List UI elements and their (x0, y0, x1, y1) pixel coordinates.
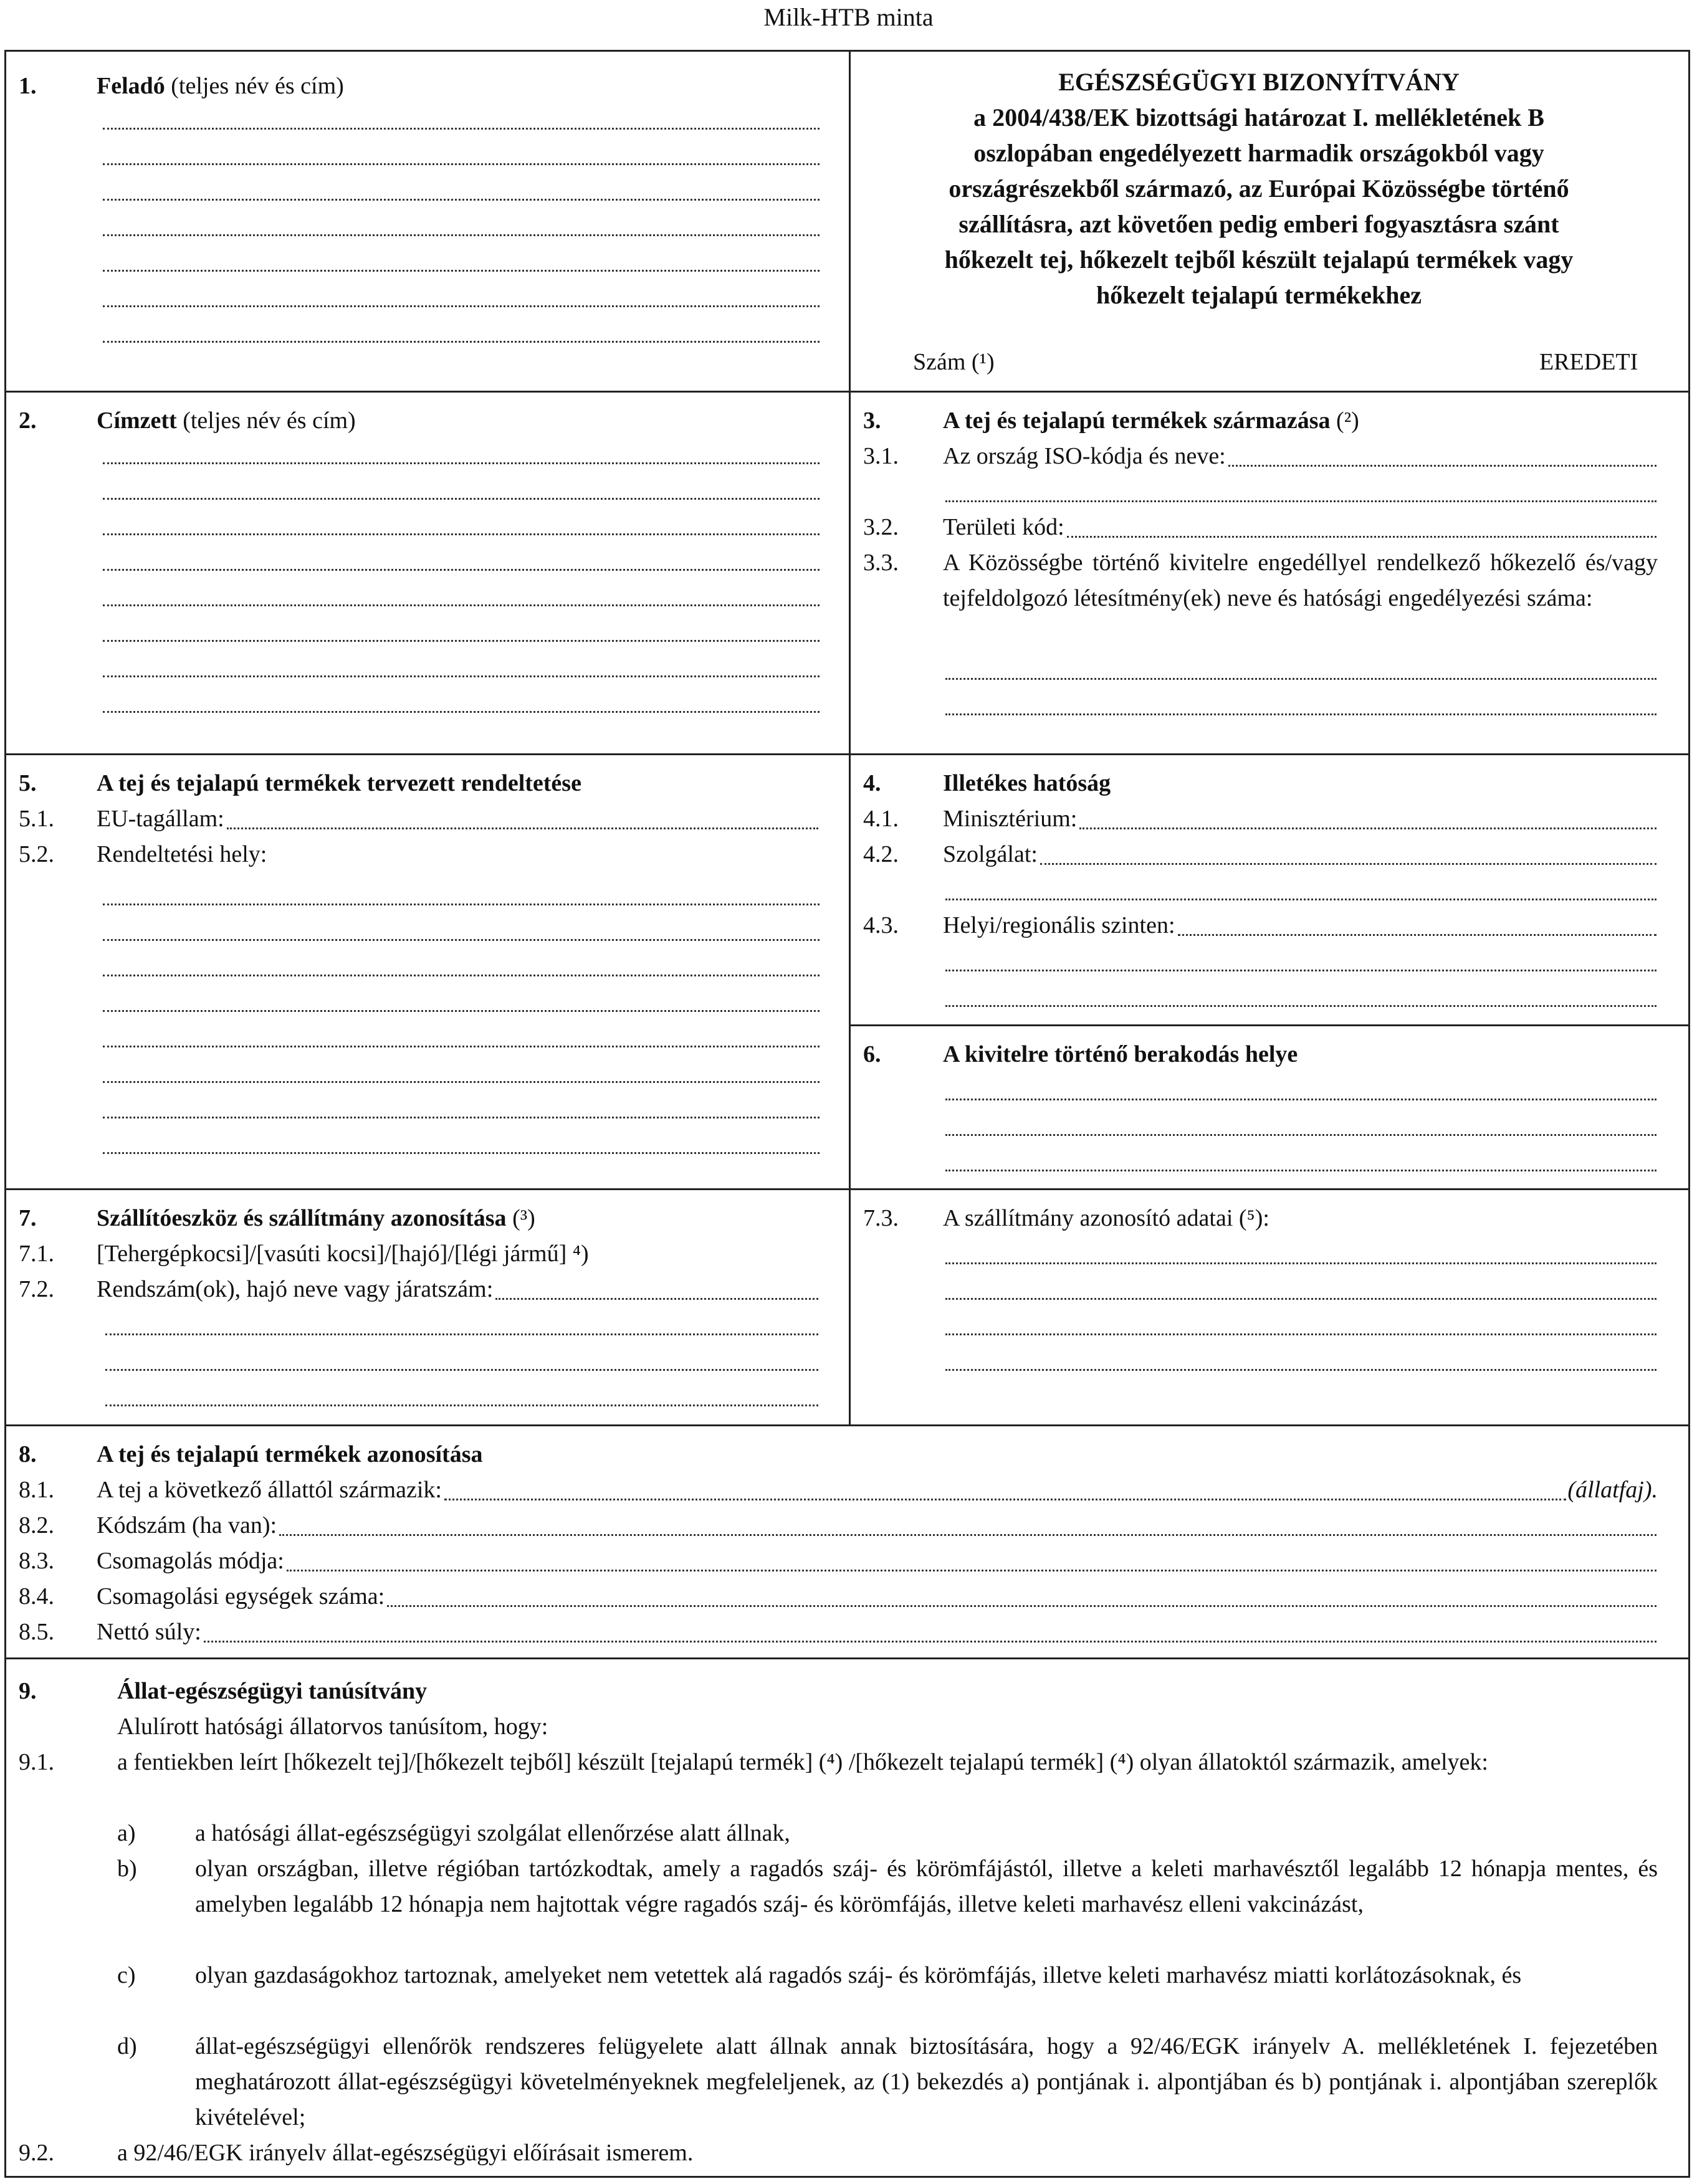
attestation-d: állat-egészségügyi ellenőrök rendszeres felügyelete alatt állnak annak biztosítására, hogy a 92/46/EGK irányelv A. mellékletének I. fejezetében meghatározott állat-egészségügyi követelményeknek megfeleljenek, az (1) bekezdés a) pontjának i. alpontjában és b) pontjának i. alpontjában szereplők kivételével; (195, 2033, 1658, 2130)
attestation-9-1: a fentiekben leírt [hőkezelt tej]/[hőkezelt tejből] készült [tejalapú termék] (⁴) /[hőkezelt tejalapú termék] (⁴) olyan állatoktól származik, amelyek: (117, 1749, 1488, 1775)
establishment-field[interactable] (945, 678, 1656, 680)
title-line: a 2004/438/EK bizottsági határozat I. mellékletének B (973, 103, 1544, 131)
item-number: 4.2. (863, 841, 899, 867)
section-number: 5. (19, 770, 37, 796)
service-label: Szolgálat: (943, 841, 1038, 867)
animal-species-suffix: (állatfaj). (1567, 1477, 1658, 1503)
section-title: A tej és tejalapú termékek származása (943, 408, 1331, 434)
fill-line[interactable] (945, 713, 1656, 715)
fill-line[interactable] (103, 305, 820, 307)
fill-line[interactable] (103, 1152, 820, 1154)
divider (4, 1188, 1690, 1190)
origin-country-label: Az ország ISO-kódja és neve: (943, 443, 1226, 469)
section-title: Feladó (97, 73, 165, 99)
item-number: 5.2. (19, 841, 54, 867)
item-letter: d) (117, 2033, 137, 2059)
registration-field[interactable] (495, 1298, 818, 1300)
item-number: 8.4. (19, 1583, 54, 1609)
attestation-b: olyan országban, illetve régióban tartózkodtak, amely a ragadós száj- és körömfájástól, illetve a keleti marhavésztől legalább 12 hónapja mentes, és amelyben legalább 12 hónapja nem hajtottak végre ragadós száj- és körömfájás, illetve keleti marhavész elleni vakcinázást, (195, 1856, 1658, 1917)
item-number: 8.3. (19, 1548, 54, 1574)
divider (849, 1024, 1690, 1026)
fill-line[interactable] (103, 533, 820, 535)
fill-line[interactable] (103, 1010, 820, 1012)
attestation-9-2: a 92/46/EGK irányelv állat-egészségügyi előírásait ismerem. (117, 2140, 694, 2166)
packaging-type-label: Csomagolás módja: (97, 1548, 284, 1574)
code-number-label: Kódszám (ha van): (97, 1512, 277, 1538)
local-level-label: Helyi/regionális szinten: (943, 912, 1175, 938)
title-line: oszlopában engedélyezett harmadik országokból vagy (973, 139, 1544, 167)
item-number: 9.1. (19, 1749, 54, 1775)
column-divider (849, 50, 851, 1424)
item-number: 8.2. (19, 1512, 54, 1538)
fill-line[interactable] (103, 975, 820, 976)
section-subtitle: (teljes név és cím) (183, 408, 356, 434)
box-competent-authority (863, 766, 1658, 1014)
member-state-label: EU-tagállam: (97, 806, 224, 832)
item-number: 8.5. (19, 1619, 54, 1645)
section-title: Illetékes hatóság (943, 770, 1111, 796)
fill-line[interactable] (103, 1046, 820, 1047)
attestation-a: a hatósági állat-egészségügyi szolgálat ellenőrzése alatt állnak, (195, 1820, 790, 1846)
box-origin (863, 403, 1658, 723)
destination-place-field[interactable] (103, 904, 820, 905)
consignment-id-label: A szállítmány azonosító adatai (⁵): (943, 1205, 1269, 1231)
item-number: 3.2. (863, 514, 899, 540)
attestation-c: olyan gazdaságokhoz tartoznak, amelyeket nem vetettek alá ragadós száj- és körömfájás, illetve keleti marhavész miatti korlátozásoknak, és (195, 1962, 1522, 1988)
section-number: 9. (19, 1678, 37, 1704)
divider (4, 391, 1690, 393)
service-field[interactable] (1040, 863, 1656, 865)
region-code-field[interactable] (1067, 536, 1656, 538)
title-line: szállításra, azt követően pedig emberi fogyasztásra szánt (958, 210, 1559, 238)
fill-line[interactable] (103, 939, 820, 941)
fill-line[interactable] (103, 498, 820, 500)
fill-line[interactable] (103, 1081, 820, 1083)
fill-line[interactable] (103, 604, 820, 606)
fill-line[interactable] (945, 1369, 1656, 1371)
ministry-label: Minisztérium: (943, 806, 1078, 832)
title-line: hőkezelt tej, hőkezelt tejből készült tejalapú termékek vagy (944, 246, 1574, 274)
title-line: EGÉSZSÉGÜGYI BIZONYÍTVÁNY (1058, 68, 1460, 96)
section-number: 7. (19, 1205, 37, 1231)
net-weight-label: Nettó súly: (97, 1619, 201, 1645)
box-consignee (19, 403, 829, 439)
fill-line[interactable] (103, 341, 820, 343)
item-letter: b) (117, 1856, 137, 1882)
section-subtitle: (teljes név és cím) (171, 73, 344, 99)
loading-place-field[interactable] (945, 1099, 1656, 1100)
box-consignment-id (863, 1201, 1658, 1378)
establishment-label: A Közösségbe történő kivitelre engedéllyel rendelkező hőkezelő és/vagy tejfeldolgozó létesítmény(ek) neve és hatósági engedélyezési száma: (943, 550, 1658, 611)
fill-line[interactable] (103, 1117, 820, 1118)
fill-line[interactable] (945, 1333, 1656, 1335)
fill-line[interactable] (103, 199, 820, 201)
section-title: A kivitelre történő berakodás helye (943, 1041, 1298, 1067)
package-count-label: Csomagolási egységek száma: (97, 1583, 385, 1609)
origin-country-field[interactable] (1228, 465, 1656, 467)
transport-type-options[interactable]: [Tehergépkocsi]/[vasúti kocsi]/[hajó]/[légi jármű] ⁴) (97, 1241, 589, 1267)
animal-species-label: A tej a következő állattól származik: (97, 1477, 442, 1503)
ministry-field[interactable] (1079, 827, 1656, 829)
local-level-field[interactable] (1178, 934, 1656, 936)
divider (4, 753, 1690, 755)
title-line: hőkezelt tejalapú termékekhez (1096, 281, 1422, 309)
section-note: (²) (1336, 408, 1359, 434)
fill-line[interactable] (103, 128, 820, 130)
section-title: A tej és tejalapú termékek tervezett rendeltetése (97, 770, 581, 796)
divider (4, 1657, 1690, 1659)
code-number-field[interactable] (279, 1534, 1656, 1536)
divider (4, 1424, 1690, 1426)
package-count-field[interactable] (387, 1605, 1656, 1607)
fill-line[interactable] (945, 1170, 1656, 1171)
item-number: 4.3. (863, 912, 899, 938)
certificate-number-label: Szám (¹) (913, 349, 995, 375)
certificate-title (854, 64, 1664, 313)
attestation-intro: Alulírott hatósági állatorvos tanúsítom, hogy: (117, 1714, 548, 1740)
section-title: Állat-egészségügyi tanúsítvány (117, 1678, 428, 1704)
item-number: 3.1. (863, 443, 899, 469)
consignment-id-field[interactable] (945, 1262, 1656, 1264)
member-state-field[interactable] (227, 827, 818, 829)
section-number: 1. (19, 73, 37, 99)
section-title: Szállítóeszköz és szállítmány azonosítása (97, 1205, 507, 1231)
item-letter: c) (117, 1962, 136, 1988)
item-number: 7.2. (19, 1276, 54, 1302)
box-loading-place (863, 1037, 1658, 1179)
item-number: 9.2. (19, 2140, 54, 2166)
fill-line[interactable] (945, 899, 1656, 900)
fill-line[interactable] (103, 711, 820, 713)
fill-line[interactable] (103, 640, 820, 642)
fill-line[interactable] (103, 234, 820, 236)
box-product-identification (19, 1437, 1658, 1650)
box-destination (19, 766, 820, 872)
fill-line[interactable] (103, 270, 820, 272)
destination-place-label: Rendeltetési hely: (97, 841, 267, 867)
item-number: 3.3. (863, 550, 899, 576)
fill-line[interactable] (945, 1005, 1656, 1007)
fill-line[interactable] (945, 1298, 1656, 1300)
fill-line[interactable] (945, 1134, 1656, 1136)
section-number: 8. (19, 1441, 37, 1467)
fill-line[interactable] (103, 462, 820, 464)
section-title: Címzett (97, 408, 177, 434)
section-number: 4. (863, 770, 881, 796)
page-title: Milk-HTB minta (763, 3, 934, 31)
section-number: 6. (863, 1041, 881, 1067)
fill-line[interactable] (103, 163, 820, 165)
fill-line[interactable] (103, 569, 820, 571)
item-number: 8.1. (19, 1477, 54, 1503)
animal-species-field[interactable] (444, 1499, 1566, 1500)
section-number: 2. (19, 408, 37, 434)
item-letter: a) (117, 1820, 136, 1846)
box-sender (19, 69, 829, 104)
packaging-type-field[interactable] (287, 1570, 1656, 1571)
item-number: 7.3. (863, 1205, 899, 1231)
item-number: 7.1. (19, 1241, 54, 1267)
registration-label: Rendszám(ok), hajó neve vagy járatszám: (97, 1276, 494, 1302)
title-line: országrészekből származó, az Európai Közösségbe történő (949, 174, 1569, 203)
fill-line[interactable] (105, 1404, 818, 1406)
box-transport (19, 1201, 820, 1414)
fill-line[interactable] (103, 675, 820, 677)
fill-line[interactable] (945, 970, 1656, 971)
item-number: 4.1. (863, 806, 899, 832)
original-label: EREDETI (1539, 349, 1638, 375)
section-note: (³) (512, 1205, 535, 1231)
item-number: 5.1. (19, 806, 54, 832)
section-title: A tej és tejalapú termékek azonosítása (97, 1441, 483, 1467)
net-weight-field[interactable] (204, 1641, 1656, 1643)
section-number: 3. (863, 408, 881, 434)
fill-line[interactable] (105, 1369, 818, 1371)
fill-line[interactable] (945, 500, 1656, 502)
fill-line[interactable] (105, 1333, 818, 1335)
region-code-label: Területi kód: (943, 514, 1064, 540)
